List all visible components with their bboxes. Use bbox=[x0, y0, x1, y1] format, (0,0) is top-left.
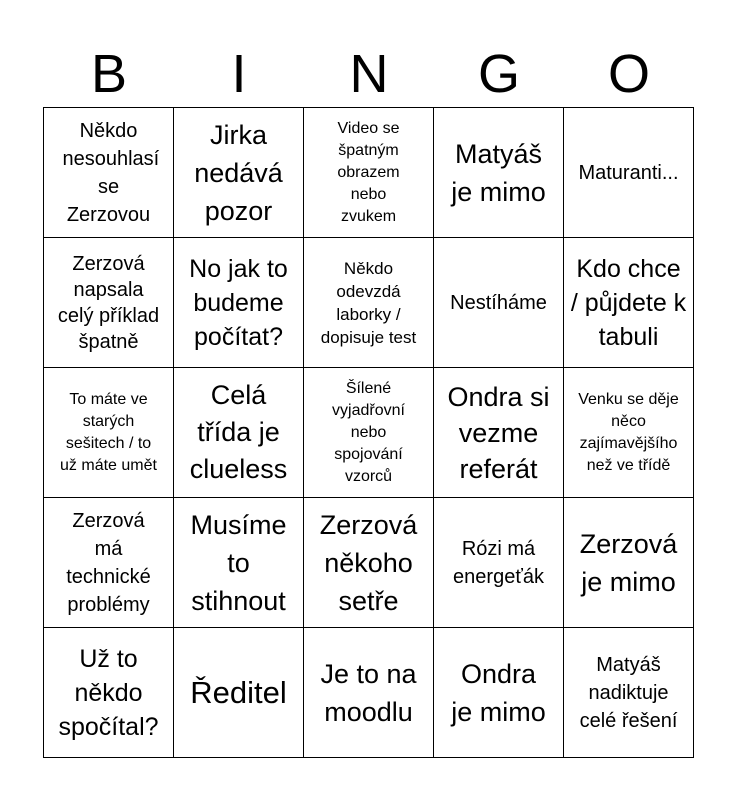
cell-text: Rózi má energeťák bbox=[453, 537, 544, 588]
cell-text: Jirka nedává pozor bbox=[194, 119, 283, 226]
cell-text: Video se špatným obrazem nebo zvukem bbox=[337, 119, 400, 225]
cell-text: Zerzová napsala celý příklad špatně bbox=[57, 252, 160, 353]
header-letter-g: G bbox=[477, 44, 520, 104]
cell-text: Šílené vyjadřovní nebo spojování vzorců bbox=[332, 379, 405, 485]
bingo-cell[interactable] bbox=[564, 368, 694, 498]
bingo-cell[interactable] bbox=[304, 368, 434, 498]
cell-text: Ondra je mimo bbox=[451, 658, 546, 727]
bingo-cell[interactable] bbox=[434, 498, 564, 628]
cell-text: Venku se děje něco zajímavějšího než ve třídě bbox=[578, 390, 679, 474]
bingo-cell[interactable] bbox=[44, 498, 174, 628]
cell-text: Matyáš nadiktuje celé řešení bbox=[579, 653, 678, 732]
bingo-cell[interactable] bbox=[44, 238, 174, 368]
bingo-cell[interactable] bbox=[304, 108, 434, 238]
cell-text: Zerzová je mimo bbox=[579, 528, 678, 597]
bingo-cell[interactable] bbox=[564, 628, 694, 758]
cell-text: Celá třída je clueless bbox=[189, 380, 288, 484]
cell-text: Musíme to stihnout bbox=[190, 509, 287, 616]
cell-text: To máte ve starých sešitech / to už máte umět bbox=[60, 390, 157, 474]
bingo-cell[interactable] bbox=[44, 628, 174, 758]
bingo-cell[interactable] bbox=[304, 628, 434, 758]
cell-text: Ondra si vezme referát bbox=[447, 381, 550, 484]
cell-text: No jak to budeme počítat? bbox=[189, 254, 288, 351]
cell-text: Je to na moodlu bbox=[320, 658, 417, 727]
bingo-cell[interactable] bbox=[434, 108, 564, 238]
bingo-cell[interactable] bbox=[304, 238, 434, 368]
cell-text: Někdo odevzdá laborky / dopisuje test bbox=[320, 258, 417, 347]
bingo-cell[interactable] bbox=[564, 238, 694, 368]
bingo-cell[interactable] bbox=[44, 108, 174, 238]
cell-text: Už to někdo spočítal? bbox=[58, 644, 159, 741]
cell-text: Matyáš je mimo bbox=[451, 138, 546, 207]
cell-text: Ředitel bbox=[190, 674, 287, 710]
header-letter-i: I bbox=[231, 44, 247, 104]
bingo-cell[interactable] bbox=[434, 238, 564, 368]
cell-text: Zerzová má technické problémy bbox=[66, 509, 151, 616]
cell-text: Kdo chce / půjdete k tabuli bbox=[570, 254, 687, 351]
bingo-cell[interactable] bbox=[304, 498, 434, 628]
bingo-cell[interactable] bbox=[564, 108, 694, 238]
header-letter-b: B bbox=[90, 44, 128, 104]
cell-text: Zerzová někoho setře bbox=[319, 509, 418, 616]
bingo-cell[interactable] bbox=[174, 368, 304, 498]
bingo-cell[interactable] bbox=[174, 628, 304, 758]
bingo-header bbox=[44, 42, 694, 106]
cell-text: Někdo nesouhlasí se Zerzovou bbox=[62, 119, 160, 226]
bingo-cell[interactable] bbox=[174, 498, 304, 628]
bingo-cell[interactable] bbox=[434, 628, 564, 758]
bingo-cell[interactable] bbox=[564, 498, 694, 628]
bingo-cell[interactable] bbox=[174, 238, 304, 368]
cell-text: Maturanti... bbox=[578, 161, 679, 184]
header-letter-n: N bbox=[349, 44, 389, 104]
bingo-grid bbox=[43, 107, 694, 758]
cell-text: Nestíháme bbox=[450, 291, 547, 314]
header-letter-o: O bbox=[607, 44, 650, 104]
bingo-cell[interactable] bbox=[434, 368, 564, 498]
bingo-cell[interactable] bbox=[44, 368, 174, 498]
bingo-cell[interactable] bbox=[174, 108, 304, 238]
